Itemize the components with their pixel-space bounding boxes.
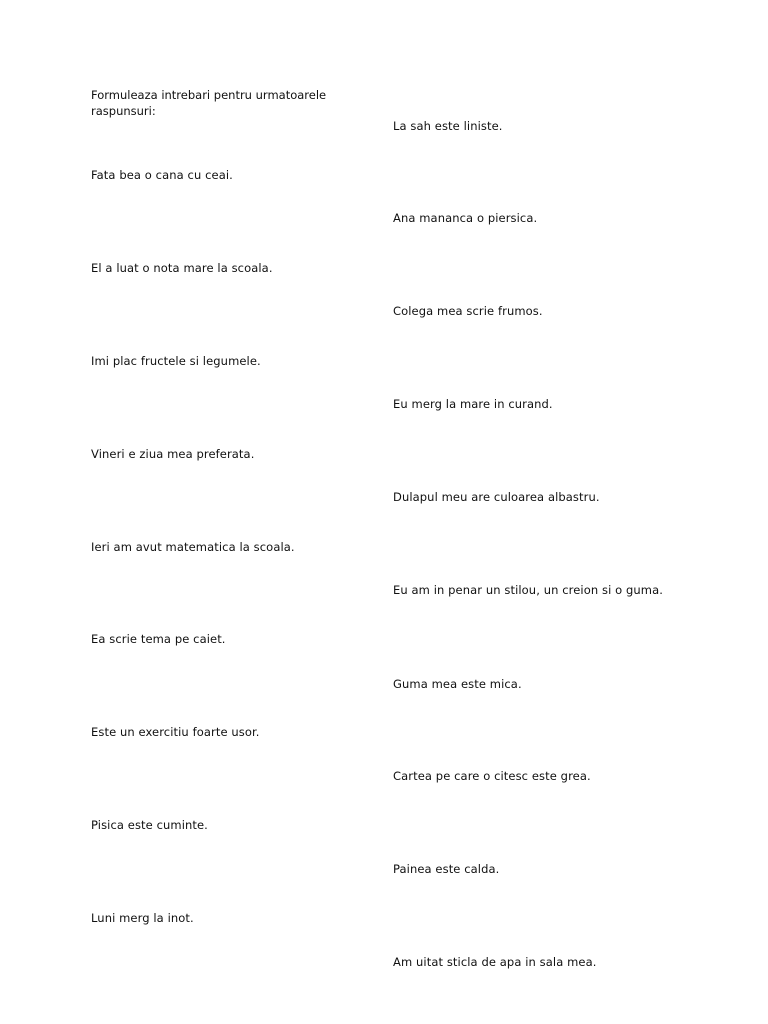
- instruction-heading: Formuleaza intrebari pentru urmatoarele raspunsuri:: [91, 88, 327, 118]
- left-sentence: Luni merg la inot.: [91, 911, 194, 925]
- right-sentence: Cartea pe care o citesc este grea.: [393, 769, 591, 783]
- right-sentence: Colega mea scrie frumos.: [393, 304, 543, 318]
- left-sentence: Este un exercitiu foarte usor.: [91, 725, 260, 739]
- right-sentence: Eu am in penar un stilou, un creion si o guma.: [393, 583, 664, 597]
- left-sentence: El a luat o nota mare la scoala.: [91, 261, 273, 275]
- right-sentence: La sah este liniste.: [393, 119, 503, 133]
- right-sentence: Eu merg la mare in curand.: [393, 397, 553, 411]
- left-sentence: Fata bea o cana cu ceai.: [91, 168, 233, 182]
- left-sentence: Imi plac fructele si legumele.: [91, 354, 261, 368]
- right-sentence: Dulapul meu are culoarea albastru.: [393, 490, 600, 504]
- right-sentence: Ana mananca o piersica.: [393, 211, 538, 225]
- left-sentence: Ieri am avut matematica la scoala.: [91, 540, 295, 554]
- left-sentence: Ea scrie tema pe caiet.: [91, 632, 226, 646]
- left-sentence: Pisica este cuminte.: [91, 818, 208, 832]
- right-sentence: Am uitat sticla de apa in sala mea.: [393, 955, 597, 969]
- right-sentence: Guma mea este mica.: [393, 677, 522, 691]
- left-sentence: Vineri e ziua mea preferata.: [91, 447, 255, 461]
- right-sentence: Painea este calda.: [393, 862, 500, 876]
